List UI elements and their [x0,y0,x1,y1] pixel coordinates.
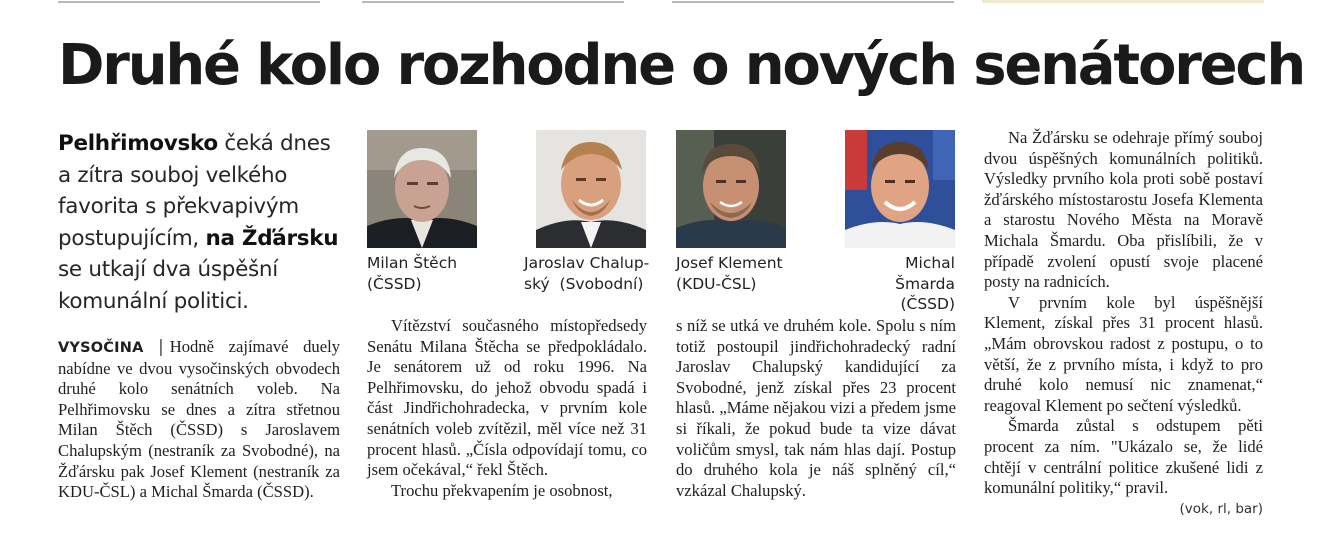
caption-chalupsky [524,253,649,294]
article-column-2 [367,316,647,501]
portrait-photo-stech [367,130,477,248]
lead-text: čeká dnes a zítra souboj velkého favorita s překvapivým postupujícím, [58,131,331,251]
column3-paragraph: s níž se utká ve druhém kole. Spolu s ním totiž postoupil jindřichohradecký radní Jaroslav Chalupský kandidující za Svobodné, jenž získal přes 23 procent hlasů. „Máme nějakou vizi a předem jsme si říkali, že pokud bude ta vize dávat voličům smysl, tak nám hlas dají. Postup do druhého kola je náš splněný cíl,“ vzkázal Chalupský. [676,316,956,500]
column4-text: Šmarda zůstal s odstupem pěti procent za ním. "Ukázalo se, že lidé chtějí v centrální politice zkušené lidi z komunální politiky,“ pravil. [984,416,1263,498]
caption-party: (ČSSD) [900,295,955,313]
top-rule [0,0,1323,6]
caption-party: (ČSSD) [367,274,422,293]
column4-paragraph: Na Žďársku se odehraje přímý souboj dvou úspěšných komunálních politiků. Výsledky prvního kola proti sobě postaví žďárského místostarostu Josefa Klementa a starostu Nového Města na Moravě Michala Šmardu. Oba přislíbili, že v případě zvolení opustí svoje placené posty na radnicích. [984,128,1263,292]
top-rule-segment [58,1,320,3]
lead-bold-region: Pelhřimovsko [58,131,218,156]
column2-paragraph: Vítězství současného místopředsedy Senátu Milana Štěcha se předpokládalo. Je senátorem už od roku 1996. Na Pelhřimovsku, do jehož obvodu spadá i část Jindřichohradecka, v prvním kole senátních voleb zvítězil, měl více než 31 procent hlasů. „Čísla odpovídají tomu, co jsem očekával,“ řekl Štěch. [367,316,647,480]
caption-klement [676,253,783,294]
kicker-separator: | [158,337,164,356]
column2-paragraph: Trochu překvapením je osobnost, [391,480,613,500]
caption-name: Michal Šmarda [895,254,955,293]
caption-name: Jaroslav Chalup- [524,254,650,272]
caption-smarda [844,253,955,315]
caption-name-cont: ský [524,274,550,293]
caption-name: Josef Klement [676,254,783,272]
lead-paragraph [58,128,348,317]
lead-bold-region-2: na Žďársku [205,225,339,251]
caption-party: (KDU-ČSL) [676,274,757,293]
top-rule-segment [362,1,624,3]
column4-paragraph [984,416,1263,517]
caption-party: (Svobodní) [559,274,644,293]
column1-paragraph [58,337,340,503]
caption-stech [367,253,457,294]
headline: Druhé kolo rozhodne o nových senátorech [58,33,1305,98]
article-column-1 [58,337,340,503]
article-column-3 [676,316,956,501]
top-color-bar [982,0,1264,3]
portrait-photo-klement [676,130,786,248]
caption-name: Milan Štěch [367,254,458,272]
author-signature: (vok, rl, bar) [1179,500,1263,517]
article-column-4 [984,128,1263,519]
column1-text: Hodně zajímavé duely nabídne ve dvou vysočinských obvodech druhé kolo senátních voleb. Na Pelhřimovsku se dnes a zítra střetnou Milan Štěch (ČSSD) s Jaroslavem Chalupským (nestraník za Svobodné), na Žďársku pak Josef Klement (nestraník za KDU-ČSL) a Michal Šmarda (ČSSD). [58,337,340,502]
kicker-label: VYSOČINA [58,340,144,356]
column4-paragraph: V prvním kole byl úspěšnější Klement, získal přes 31 procent hlasů. „Mám obrovskou radost z postupu, o to větší, že z prvního místa, i když to pro druhé kolo nemusí nic znamenat,“ reagoval Klement po sečtení výsledků. [984,292,1263,415]
top-rule-segment [672,1,954,3]
portrait-photo-smarda [845,130,955,248]
lead-text-2: se utkají dva úspěšní komunální politici. [58,257,278,314]
portrait-photo-chalupsky [536,130,646,248]
